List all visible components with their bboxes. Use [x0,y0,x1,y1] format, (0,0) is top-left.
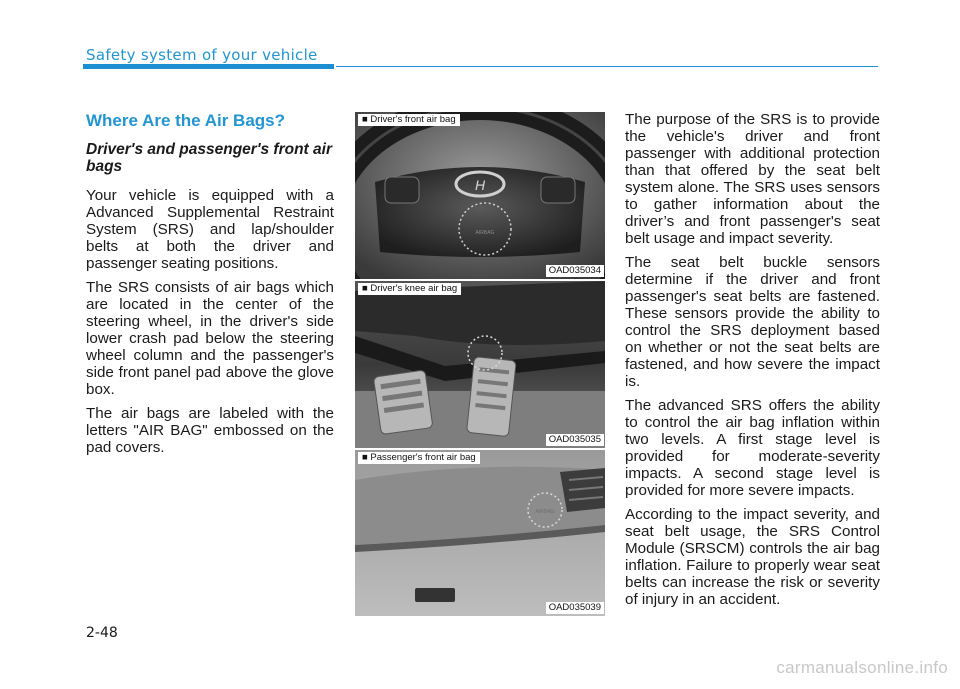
figure-code: OAD035039 [546,602,604,614]
figure-label: ■ Driver's front air bag [358,114,460,126]
figure-code: OAD035035 [546,434,604,446]
paragraph: The air bags are labeled with the letters "AIR BAG" embossed on the pad covers. [86,405,334,456]
watermark: carmanualsonline.info [776,658,948,677]
left-text-column [86,112,334,463]
airbag-emboss: AIRBAG [475,230,495,236]
right-text-column [625,111,880,615]
paragraph: The seat belt buckle sensors determine if the driver and front passenger's seat belts are fastened. These sensors provide the ability to control the SRS deployment based on whether or not the seat belts are fastened, and how severe the impact is. [625,254,880,390]
paragraph: The advanced SRS offers the ability to control the air bag inflation within two levels. A first stage level is provided for moderate-severity impacts. A second stage level is provided for more severe impacts. [625,397,880,499]
sub-heading: Driver's and passenger's front air bags [86,141,332,175]
page-number: 2-48 [86,625,118,641]
paragraph: The SRS consists of air bags which are located in the center of the steering wheel, in the driver's side lower crash pad below the steering wheel column and the passenger's side front panel pad above the glove box. [86,279,334,398]
figure-driver-knee-airbag [355,281,605,448]
knee-airbag-illustration [355,281,605,448]
steering-wheel-illustration [355,112,605,279]
svg-text:H: H [474,177,486,193]
header-rule-thin [336,66,878,67]
section-header-title: Safety system of your vehicle [86,46,318,64]
header-rule-thick [83,64,334,69]
passenger-dashboard-illustration [355,450,605,616]
paragraph: The purpose of the SRS is to provide the vehicle's driver and front passenger with additional protection than that offered by the seat belt system alone. The SRS uses sensors to gather information about the driver’s and front passenger's seat belt usage and impact severity. [625,111,880,247]
figure-passenger-front-airbag [355,450,605,616]
figure-driver-front-airbag [355,112,605,279]
figure-label: ■ Passenger's front air bag [358,452,480,464]
airbag-emboss: AIRBAG [535,509,555,515]
figure-code: OAD035034 [546,265,604,277]
paragraph: Your vehicle is equipped with a Advanced Supplemental Restraint System (SRS) and lap/shoulder belts at both the driver and passenger seating positions. [86,187,334,272]
paragraph: According to the impact severity, and seat belt usage, the SRS Control Module (SRSCM) controls the air bag inflation. Failure to properly wear seat belts can increase the risk or severity of injury in an accident. [625,506,880,608]
figure-label: ■ Driver's knee air bag [358,283,461,295]
section-heading: Where Are the Air Bags? [86,111,286,130]
